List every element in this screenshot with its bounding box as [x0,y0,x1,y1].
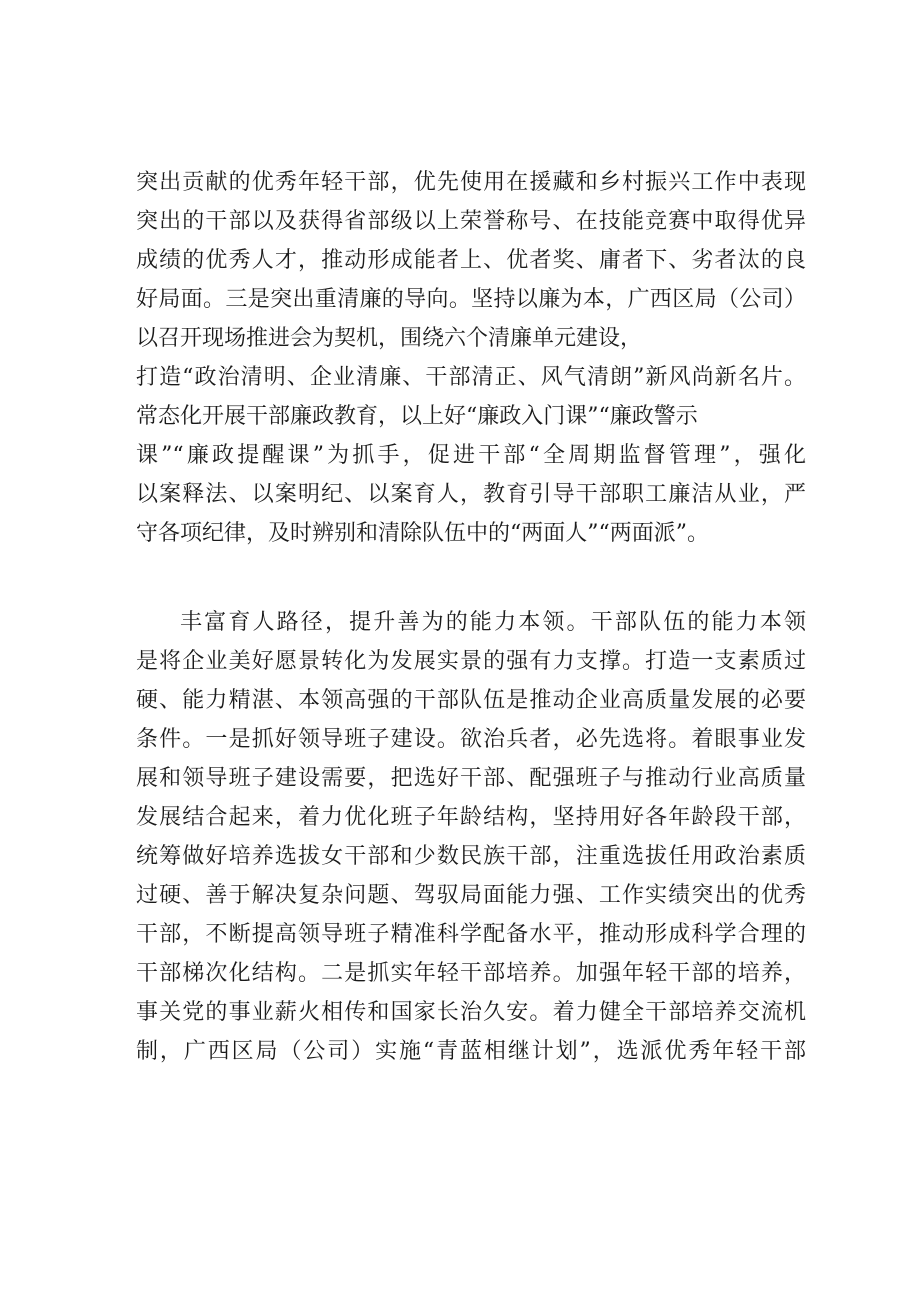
text-line: 打造“政治清明、企业清廉、干部清正、风气清朗”新风尚新名片。 [136,365,806,390]
text-line: 制，广西区局（公司）实施“青蓝相继计划”，选派优秀年轻干部 [136,1039,806,1064]
text-line: 突出的干部以及获得省部级以上荣誉称号、在技能竞赛中取得优异 [136,209,806,234]
text-line: 过硬、善于解决复杂问题、驾驭局面能力强、工作实绩突出的优秀 [136,883,806,908]
text-line: 突出贡献的优秀年轻干部，优先使用在援藏和乡村振兴工作中表现 [136,170,806,195]
text-line: 丰富育人路径，提升善为的能力本领。干部队伍的能力本领 [180,610,806,635]
text-line: 展和领导班子建设需要，把选好干部、配强班子与推动行业高质量 [136,766,806,791]
text-line: 常态化开展干部廉政教育，以上好“廉政入门课”“廉政警示 [136,404,698,429]
text-line: 干部，不断提高领导班子精准科学配备水平，推动形成科学合理的 [136,922,806,947]
text-line: 发展结合起来，着力优化班子年龄结构，坚持用好各年龄段干部， [136,805,806,830]
text-line: 事关党的事业薪火相传和国家长治久安。着力健全干部培养交流机 [136,1000,806,1025]
paragraph-1 [136,163,806,553]
text-line: 是将企业美好愿景转化为发展实景的强有力支撑。打造一支素质过 [136,649,806,674]
text-line: 以案释法、以案明纪、以案育人，教育引导干部职工廉洁从业，严 [136,482,806,507]
text-line: 硬、能力精湛、本领高强的干部队伍是推动企业高质量发展的必要 [136,688,806,713]
text-line: 好局面。三是突出重清廉的导向。坚持以廉为本，广西区局（公司） [136,287,806,312]
text-line: 课”“廉政提醒课”为抓手，促进干部“全周期监督管理”，强化 [136,443,806,468]
text-line: 统筹做好培养选拔女干部和少数民族干部，注重选拔任用政治素质 [136,844,806,869]
text-line: 干部梯次化结构。二是抓实年轻干部培养。加强年轻干部的培养， [136,961,806,986]
text-line: 守各项纪律，及时辨别和清除队伍中的“两面人”“两面派”。 [136,521,709,546]
text-line: 条件。一是抓好领导班子建设。欲治兵者，必先选将。着眼事业发 [136,727,806,752]
text-line: 以召开现场推进会为契机，围绕六个清廉单元建设， [136,326,643,351]
paragraph-2 [136,603,806,1071]
text-line: 成绩的优秀人才，推动形成能者上、优者奖、庸者下、劣者汰的良 [136,248,806,273]
